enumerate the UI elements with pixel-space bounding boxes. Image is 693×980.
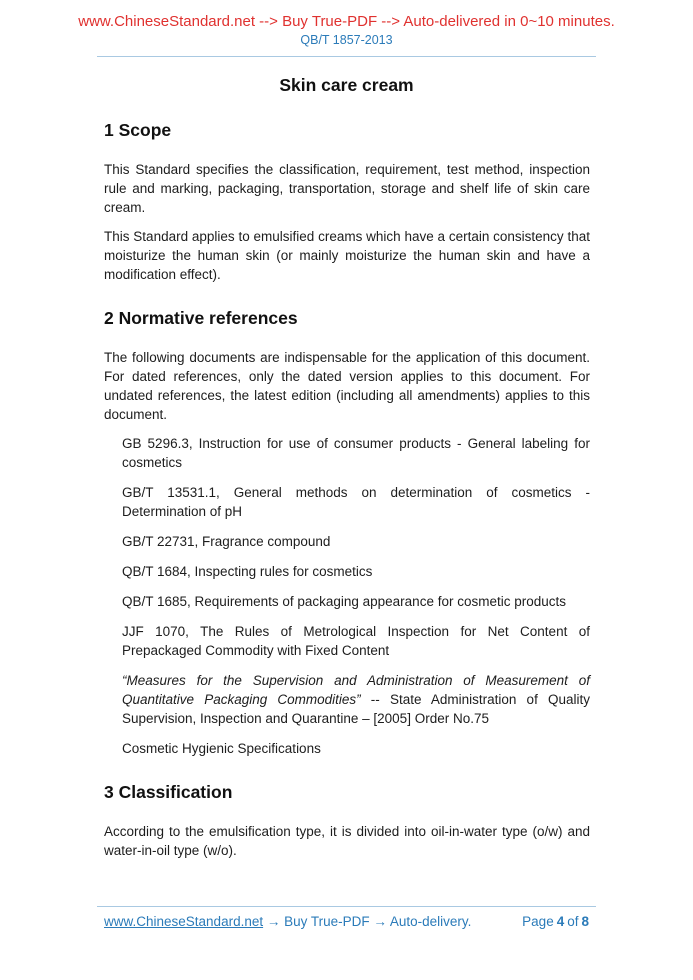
reference-measures-title: “Measures for the Supervision and Administration of Measurement of Quantitative Packaging Commodities” (122, 673, 590, 707)
footer-divider (97, 906, 596, 907)
buy-pdf-banner: www.ChineseStandard.net --> Buy True-PDF --> Auto-delivered in 0~10 minutes. (78, 13, 615, 30)
reference-item: Cosmetic Hygienic Specifications (122, 741, 321, 756)
reference-item: QB/T 1684, Inspecting rules for cosmetics (122, 564, 373, 579)
header-divider (97, 56, 596, 57)
standard-code: QB/T 1857-2013 (300, 33, 393, 47)
reference-item: GB/T 22731, Fragrance compound (122, 534, 331, 549)
reference-item: QB/T 1685, Requirements of packaging appearance for cosmetic products (122, 594, 566, 609)
reference-item: GB 5296.3, Instruction for use of consumer products - General labeling for cosmetics (122, 436, 590, 470)
normative-intro-paragraph: The following documents are indispensable for the application of this document. For dated references, only the dated version applies to this document. For undated references, the latest edition (including all amendments) applies to this document. (104, 350, 590, 422)
page-total: 8 (581, 914, 589, 929)
page-current: 4 (556, 914, 565, 929)
section-heading-normative-references: 2 Normative references (104, 308, 298, 328)
reference-item-measures (104, 671, 590, 728)
footer-promo-tail: → Buy True-PDF → Auto-delivery. (263, 914, 472, 929)
section-heading-scope: 1 Scope (104, 120, 172, 140)
page-label: Page (522, 914, 554, 929)
reference-item: JJF 1070, The Rules of Metrological Inspection for Net Content of Prepackaged Commodity with Fixed Content (122, 624, 590, 658)
footer-promo (104, 914, 471, 929)
page-indicator (519, 914, 589, 929)
document-body (104, 118, 590, 860)
scope-paragraph-2: This Standard applies to emulsified creams which have a certain consistency that moisturize the human skin (or mainly moisturize the human skin and have a modification effect). (104, 229, 590, 282)
footer-site-link[interactable]: www.ChineseStandard.net (104, 914, 264, 929)
page-title: Skin care cream (279, 75, 414, 95)
page-footer (97, 906, 596, 929)
scope-paragraph-1: This Standard specifies the classification, requirement, test method, inspection rule and marking, packaging, transportation, storage and shelf life of skin care cream. (104, 162, 590, 215)
of-label: of (567, 914, 579, 929)
section-heading-classification: 3 Classification (104, 782, 233, 802)
reference-item: GB/T 13531.1, General methods on determination of cosmetics - Determination of pH (122, 485, 590, 519)
classification-paragraph: According to the emulsification type, it is divided into oil-in-water type (o/w) and water-in-oil type (w/o). (104, 824, 590, 858)
reference-measures-issuer: -- State Administration of Quality Supervision, Inspection and Quarantine – [2005] Order No.75 (122, 692, 590, 726)
